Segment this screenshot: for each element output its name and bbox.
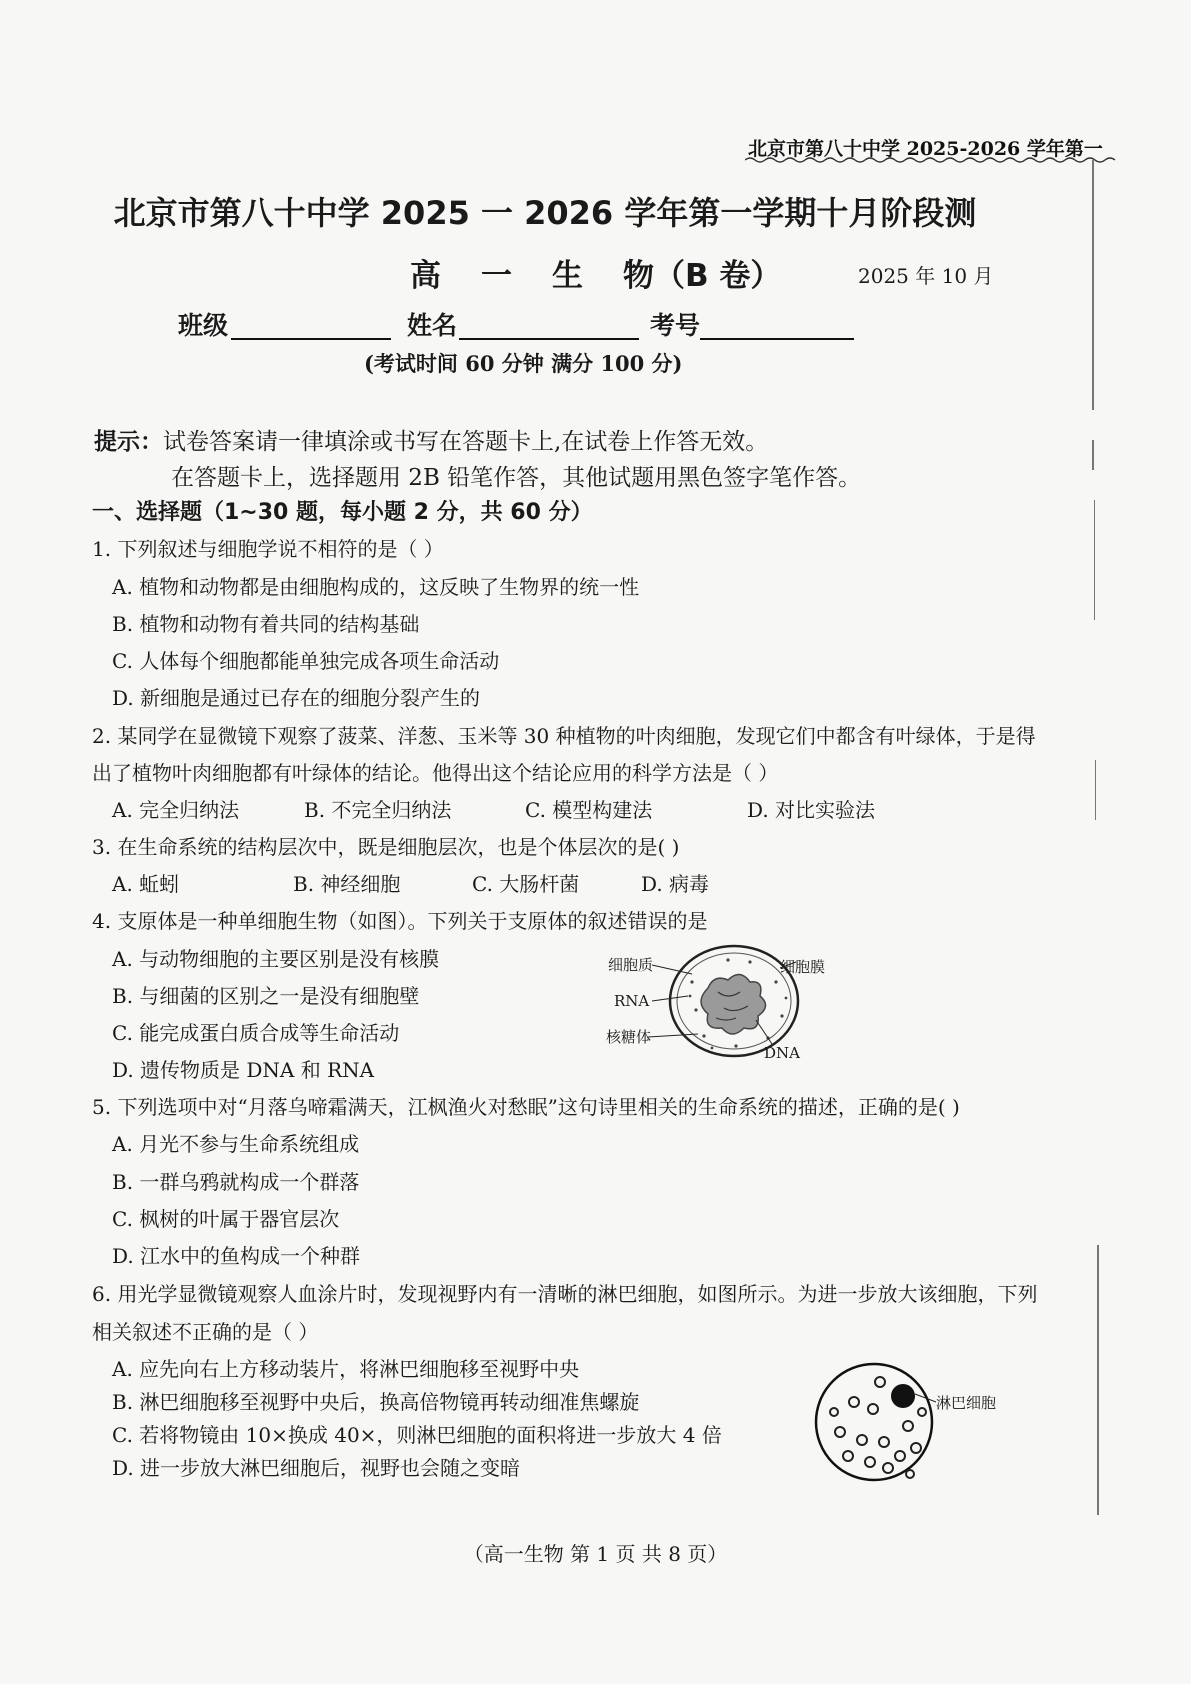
label-cytoplasm: 细胞质 — [608, 956, 654, 974]
id-blank — [700, 338, 854, 340]
section-heading: 一、选择题（1~30 题，每小题 2 分，共 60 分） — [92, 500, 593, 525]
lymphocyte-cell — [891, 1384, 915, 1408]
subtitle-char: 一 — [481, 258, 512, 294]
tip-text-1: 试卷答案请一律填涂或书写在答题卡上,在试卷上作答无效。 — [163, 429, 769, 455]
option: B. 神经细胞 — [293, 872, 401, 896]
option: B. 植物和动物有着共同的结构基础 — [112, 612, 420, 636]
option: B. 与细菌的区别之一是没有细胞壁 — [112, 984, 420, 1008]
margin-line — [1092, 160, 1094, 410]
subtitle-char: 生 — [552, 258, 583, 294]
option: D. 对比实验法 — [747, 798, 876, 822]
name-blank — [459, 338, 639, 340]
label-lymphocyte: 淋巴细胞 — [936, 1394, 997, 1412]
tip-label: 提示： — [94, 429, 163, 455]
option: A. 植物和动物都是由细胞构成的，这反映了生物界的统一性 — [112, 575, 640, 599]
class-blank — [231, 338, 391, 340]
question-stem: 5. 下列选项中对“月落乌啼霜满天，江枫渔火对愁眠”这句诗里相关的生命系统的描述，正确的是( ) — [92, 1095, 960, 1119]
option: A. 与动物细胞的主要区别是没有核膜 — [112, 947, 440, 971]
option: B. 淋巴细胞移至视野中央后，换高倍物镜再转动细准焦螺旋 — [112, 1390, 640, 1414]
class-label: 班级 — [178, 311, 229, 340]
label-dna: DNA — [764, 1044, 800, 1062]
question-stem: 6. 用光学显微镜观察人血涂片时，发现视野内有一清晰的淋巴细胞，如图所示。为进一步放大该细胞，下列 — [92, 1282, 1038, 1306]
header-wave-underline — [745, 156, 1120, 164]
question-stem: 3. 在生命系统的结构层次中，既是细胞层次，也是个体层次的是( ) — [92, 835, 680, 859]
label-cell-membrane: 细胞膜 — [780, 958, 826, 976]
margin-line — [1092, 440, 1094, 470]
option: A. 月光不参与生命系统组成 — [112, 1132, 360, 1156]
label-rna: RNA — [614, 992, 650, 1010]
tip-text-2: 在答题卡上，选择题用 2B 铅笔作答，其他试题用黑色签字笔作答。 — [171, 465, 862, 491]
option: C. 枫树的叶属于器官层次 — [112, 1207, 340, 1231]
option: B. 一群乌鸦就构成一个群落 — [112, 1170, 360, 1194]
question-stem: 2. 某同学在显微镜下观察了菠菜、洋葱、玉米等 30 种植物的叶肉细胞，发现它们中都含有叶绿体，于是得 — [92, 724, 1036, 748]
option: C. 能完成蛋白质合成等生命活动 — [112, 1021, 400, 1045]
option: C. 若将物镜由 10×换成 40×，则淋巴细胞的面积将进一步放大 4 倍 — [112, 1423, 722, 1447]
margin-line — [1095, 760, 1096, 820]
label-ribosome: 核糖体 — [606, 1028, 652, 1046]
exam-date: 2025 年 10 月 — [858, 264, 994, 288]
option: C. 人体每个细胞都能单独完成各项生命活动 — [112, 649, 500, 673]
option: D. 病毒 — [641, 872, 710, 896]
subtitle-char: 高 — [410, 258, 441, 294]
question-stem: 1. 下列叙述与细胞学说不相符的是（ ） — [92, 537, 444, 561]
option: D. 新细胞是通过已存在的细胞分裂产生的 — [112, 686, 481, 710]
id-label: 考号 — [650, 311, 701, 340]
option: B. 不完全归纳法 — [304, 798, 452, 822]
subtitle-char: 物（B 卷） — [623, 258, 782, 294]
exam-time: (考试时间 60 分钟 满分 100 分) — [364, 351, 683, 376]
option: C. 模型构建法 — [525, 798, 653, 822]
page-title: 北京市第八十中学 2025 一 2026 学年第一学期十月阶段测 — [113, 194, 977, 232]
question-stem: 出了植物叶肉细胞都有叶绿体的结论。他得出这个结论应用的科学方法是（ ） — [92, 761, 779, 785]
margin-line — [1094, 500, 1095, 620]
option: A. 蚯蚓 — [112, 872, 180, 896]
option: D. 遗传物质是 DNA 和 RNA — [112, 1058, 375, 1082]
question-stem: 4. 支原体是一种单细胞生物（如图）。下列关于支原体的叙述错误的是 — [92, 909, 708, 933]
option: A. 完全归纳法 — [112, 798, 240, 822]
mycoplasma-figure — [600, 940, 840, 1065]
header-strip: 北京市第八十中学 2025-2026 学年第一 — [748, 138, 1103, 160]
name-label: 姓名 — [407, 311, 458, 340]
page-footer: （高一生物 第 1 页 共 8 页） — [463, 1542, 728, 1566]
option: C. 大肠杆菌 — [472, 872, 580, 896]
margin-line — [1097, 1245, 1099, 1515]
question-stem: 相关叙述不正确的是（ ） — [92, 1320, 319, 1344]
tip-line-1 — [94, 423, 768, 456]
lymphocyte-figure — [812, 1352, 1022, 1492]
option: D. 进一步放大淋巴细胞后，视野也会随之变暗 — [112, 1456, 521, 1480]
option: A. 应先向右上方移动装片，将淋巴细胞移至视野中央 — [112, 1357, 580, 1381]
option: D. 江水中的鱼构成一个种群 — [112, 1244, 361, 1268]
page-subtitle — [410, 250, 781, 295]
